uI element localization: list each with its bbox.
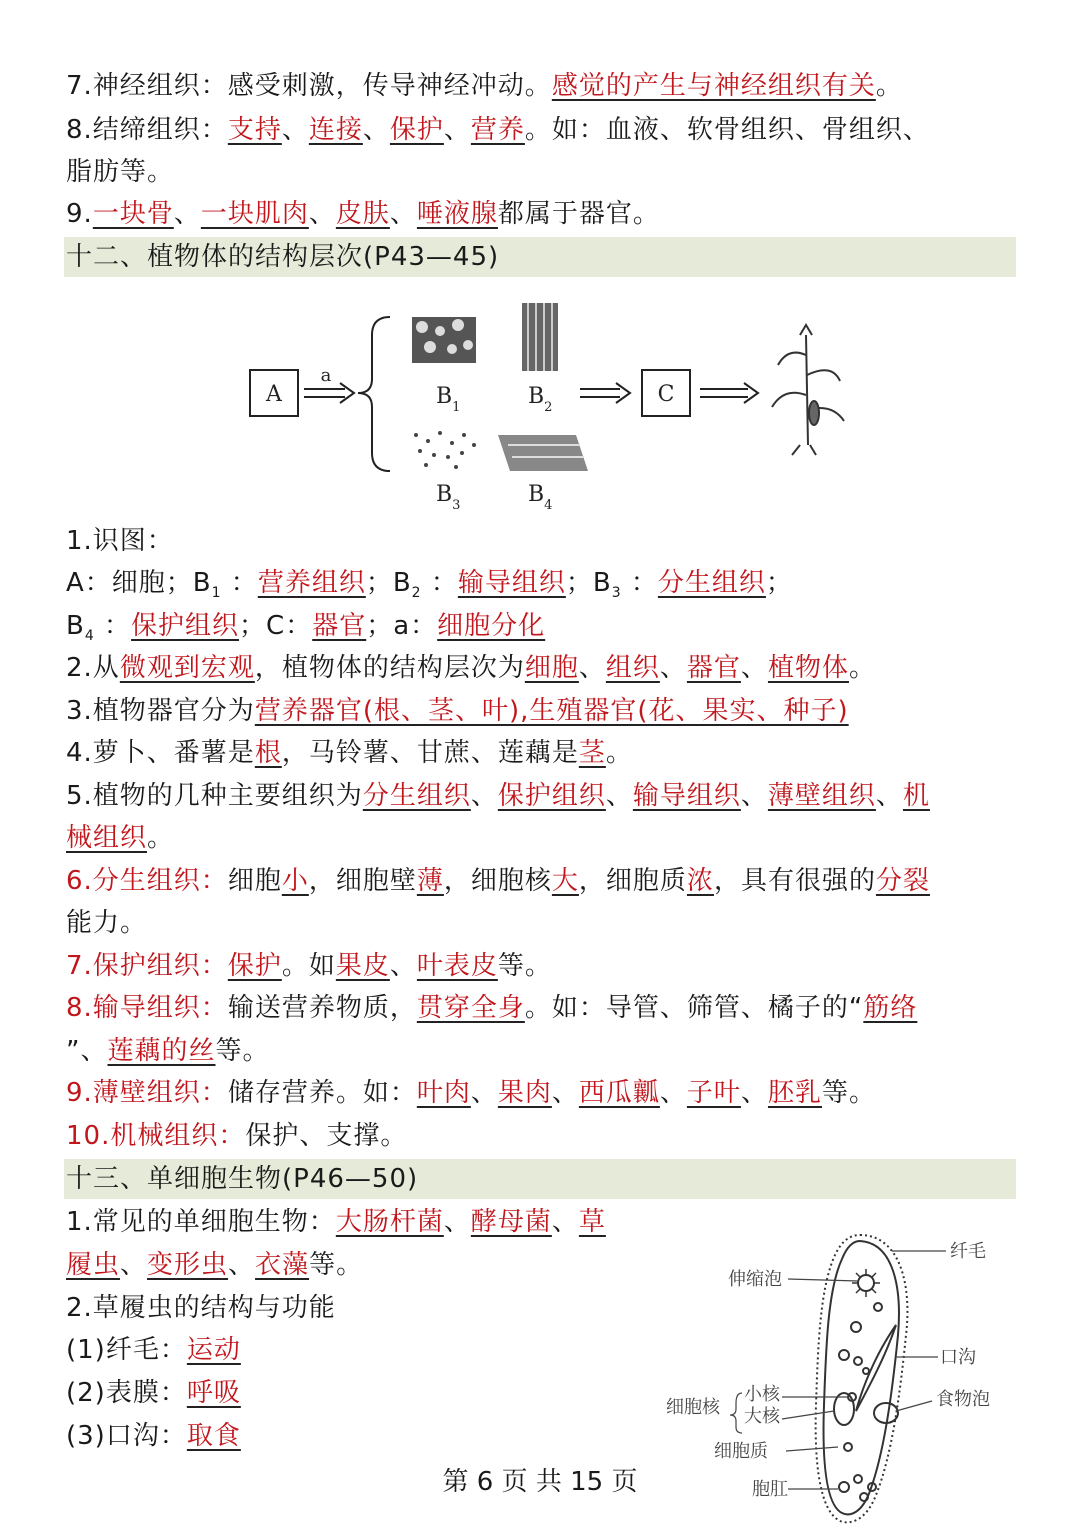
section-heading-plant-structure: 十二、植物体的结构层次(P43—45) (64, 237, 1016, 277)
tissue-b1-icon (412, 317, 476, 363)
question-1-identify: 1.识图： (66, 526, 174, 556)
answer-line-1a: A：细胞；$B_1$ ：营养组织；$B_2$ ：输导组织；$B_3$ ：分生组织； (66, 568, 793, 602)
text-line-nerve-tissue: 7.神经组织：感受刺激，传导神经冲动。感觉的产生与神经组织有关。 (66, 71, 903, 101)
page-number-footer: 第 6 页 共 15 页 (442, 1467, 638, 1497)
question-5: 5.植物的几种主要组织为分生组织、保护组织、输导组织、薄壁组织、机 (66, 781, 930, 811)
question-2: 2.从微观到宏观，植物体的结构层次为细胞、组织、器官、植物体。 (66, 653, 876, 683)
tissue-b2-icon (522, 303, 558, 371)
label-nucleus: 细胞核 (666, 1397, 720, 1418)
item-conducting-cont: ”、莲藕的丝等。 (66, 1036, 270, 1066)
tissue-b4-icon (498, 435, 588, 471)
label-b1: $B_1$ (436, 384, 461, 415)
question-unicellular-1: 1.常见的单细胞生物：大肠杆菌、酵母菌、草 (66, 1207, 606, 1237)
arrow-a-icon (304, 383, 354, 403)
arrow-a-label: a (320, 365, 332, 386)
item-conducting: 8.输导组织：输送营养物质，贯穿全身。如：导管、筛管、橘子的“筋络 (66, 993, 918, 1023)
item-meristem: 6.分生组织：细胞小，细胞壁薄，细胞核大，细胞质浓，具有很强的分裂 (66, 866, 930, 896)
label-micronucleus: 小核 (744, 1384, 780, 1405)
section-heading-unicellular: 十三、单细胞生物(P46—50) (64, 1159, 1016, 1199)
question-4: 4.萝卜、番薯是根，马铃薯、甘蔗、莲藕是茎。 (66, 738, 633, 768)
item-protective: 7.保护组织：保护。如果皮、叶表皮等。 (66, 951, 552, 981)
question-paramecium: 2.草履虫的结构与功能 (66, 1293, 336, 1323)
label-b4: $B_4$ (528, 482, 553, 513)
box-c-label: C (657, 382, 675, 407)
arrow-to-plant-icon (700, 383, 758, 403)
plant-structure-diagram (240, 295, 860, 520)
item-meristem-cont: 能力。 (66, 908, 148, 938)
question-3: 3.植物器官分为营养器官(根、茎、叶),生殖器官(花、果实、种子) (66, 696, 849, 726)
answer-line-1b: $B_4$ ：保护组织；C：器官；a：细胞分化 (66, 611, 546, 645)
label-food-vacuole: 食物泡 (936, 1389, 990, 1410)
label-anal-pore: 胞肛 (752, 1479, 788, 1500)
arrow-to-c-icon (580, 383, 630, 403)
label-cytoplasm: 细胞质 (714, 1441, 768, 1462)
text-line-connective-tissue-cont: 脂肪等。 (66, 157, 175, 187)
text-line-organs: 9.一块骨、一块肌肉、皮肤、唾液腺都属于器官。 (66, 199, 660, 229)
label-contractile-vacuole: 伸缩泡 (728, 1269, 782, 1290)
label-oral-groove: 口沟 (940, 1347, 976, 1368)
list-item: (3)口沟：取食 (66, 1421, 241, 1451)
item-mechanical: 10.机械组织：保护、支撑。 (66, 1121, 408, 1151)
label-cilia: 纤毛 (950, 1241, 986, 1262)
corn-plant-icon (772, 325, 844, 455)
label-b2: $B_2$ (528, 384, 553, 415)
brace-icon (358, 317, 390, 471)
list-item: (1)纤毛：运动 (66, 1335, 241, 1365)
tissue-b3-icon (414, 431, 476, 469)
question-unicellular-1-cont: 履虫、变形虫、衣藻等。 (66, 1250, 364, 1280)
label-b3: $B_3$ (436, 482, 461, 513)
box-a-label: A (266, 382, 282, 407)
question-5-cont: 械组织。 (66, 823, 175, 853)
text-line-connective-tissue: 8.结缔组织：支持、连接、保护、营养。如：血液、软骨组织、骨组织、 (66, 115, 930, 145)
item-parenchyma: 9.薄壁组织：储存营养。如：叶肉、果肉、西瓜瓤、子叶、胚乳等。 (66, 1078, 876, 1108)
list-item: (2)表膜：呼吸 (66, 1378, 241, 1408)
label-macronucleus: 大核 (744, 1406, 780, 1427)
